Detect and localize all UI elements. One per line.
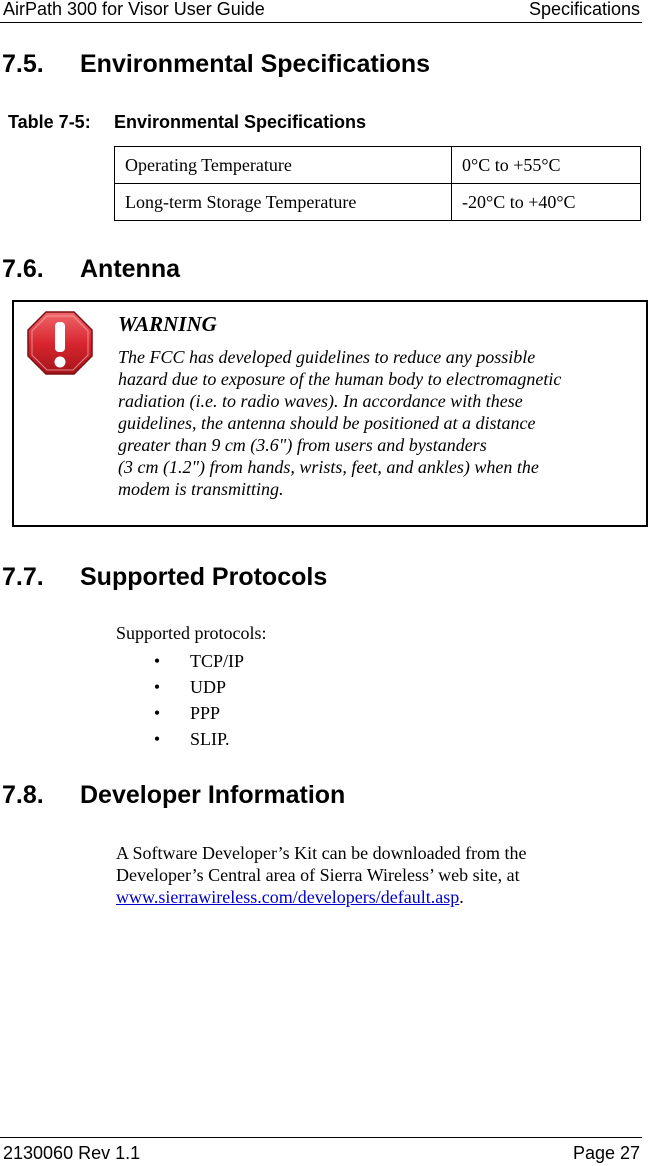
developer-trailing-period: . <box>459 887 464 907</box>
list-item <box>150 674 244 700</box>
footer-page-number: Page 27 <box>572 1143 640 1163</box>
warning-title: WARNING <box>118 312 217 336</box>
warning-line: (3 cm (1.2") from hands, wrists, feet, and ankles) when the <box>118 457 539 477</box>
section-heading-developer <box>2 780 345 810</box>
list-item <box>150 700 244 726</box>
section-heading-antenna <box>2 254 180 284</box>
section-heading-protocols <box>2 562 327 592</box>
table-caption-title: Environmental Specifications <box>114 112 367 132</box>
warning-line: modem is transmitting. <box>118 479 284 499</box>
section-number: 7.5. <box>2 50 44 78</box>
section-title: Supported Protocols <box>80 563 328 591</box>
spec-value-cell: -20°C to +40°C <box>452 184 641 221</box>
warning-line: greater than 9 cm (3.6") from users and bystanders <box>118 435 487 455</box>
developer-line: A Software Developer’s Kit can be downloaded from the <box>116 843 527 863</box>
list-item <box>150 726 244 752</box>
developer-paragraph <box>116 842 636 908</box>
page-footer <box>0 1137 642 1166</box>
warning-line: radiation (i.e. to radio waves). In accordance with these <box>118 391 523 411</box>
protocols-intro: Supported protocols: <box>116 623 267 643</box>
warning-line: The FCC has developed guidelines to reduce any possible <box>118 347 536 367</box>
list-item <box>150 648 244 674</box>
warning-line: hazard due to exposure of the human body to electromagnetic <box>118 369 562 389</box>
warning-line: guidelines, the antenna should be positioned at a distance <box>118 413 536 433</box>
footer-doc-number: 2130060 Rev 1.1 <box>3 1143 141 1163</box>
protocol-name: TCP/IP <box>190 651 245 671</box>
bullet-icon: • <box>153 703 161 723</box>
spec-name-cell: Long-term Storage Temperature <box>115 184 452 221</box>
protocol-name: SLIP. <box>190 729 230 749</box>
section-number: 7.8. <box>2 781 44 809</box>
warning-box <box>12 300 648 527</box>
section-heading-environmental <box>2 49 430 79</box>
section-title: Antenna <box>80 255 180 283</box>
environmental-spec-table <box>114 146 641 221</box>
table-caption-label: Table 7-5: <box>8 112 91 132</box>
protocol-name: UDP <box>190 677 227 697</box>
table-caption <box>8 111 366 133</box>
section-number: 7.6. <box>2 255 44 283</box>
spec-value-cell: 0°C to +55°C <box>452 147 641 184</box>
bullet-icon: • <box>153 677 161 697</box>
developer-link-line <box>116 886 636 908</box>
warning-text <box>118 310 648 500</box>
header-doc-title: AirPath 300 for Visor User Guide <box>3 0 265 19</box>
spec-name-cell: Operating Temperature <box>115 147 452 184</box>
section-title: Developer Information <box>80 781 346 809</box>
section-number: 7.7. <box>2 563 44 591</box>
table-row <box>115 147 641 184</box>
header-section-name: Specifications <box>528 0 640 19</box>
developer-line: Developer’s Central area of Sierra Wireless’ web site, at <box>116 865 520 885</box>
protocols-list <box>150 648 244 752</box>
bullet-icon: • <box>153 651 161 671</box>
page-header <box>0 0 642 23</box>
bullet-icon: • <box>153 729 161 749</box>
protocol-name: PPP <box>190 703 221 723</box>
section-title: Environmental Specifications <box>80 50 431 78</box>
table-row <box>115 184 641 221</box>
sdk-download-link[interactable]: www.sierrawireless.com/developers/default.asp <box>116 887 460 907</box>
warning-exclamation-icon <box>26 310 94 376</box>
